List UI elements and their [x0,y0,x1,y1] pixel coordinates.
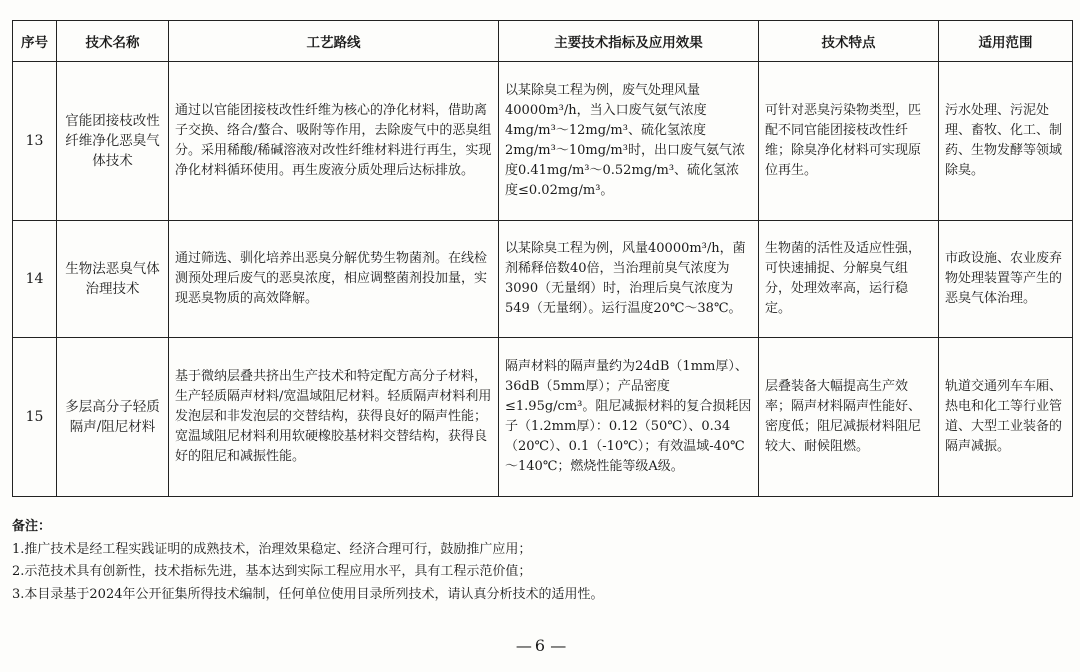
row-indicators: 隔声材料的隔声量约为24dB（1mm厚）、36dB（5mm厚）；产品密度≤1.95g/cm³。阻尼减振材料的复合损耗因子（1.2mm厚）：0.12（50℃）、0.34（20℃）、0.1（-10℃）；有效温域-40℃～140℃；燃烧性能等级A级。 [499,338,759,497]
notes-section [12,516,604,606]
table-row [13,221,1073,338]
page-number-footer [0,636,1080,655]
row-features: 生物菌的活性及适应性强，可快速捕捉、分解臭气组分，处理效率高，运行稳定。 [759,221,939,338]
table-row [13,62,1073,221]
row-route: 基于微纳层叠共挤出生产技术和特定配方高分子材料，生产轻质隔声材料/宽温域阻尼材料。轻质隔声材料利用发泡层和非发泡层的交替结构，获得良好的隔声性能；宽温域阻尼材料利用软硬橡胶基材料交替结构，获得良好的阻尼和减振性能。 [169,338,499,497]
row-scope: 市政设施、农业废弃物处理装置等产生的恶臭气体治理。 [939,221,1073,338]
row-name: 生物法恶臭气体治理技术 [57,221,169,338]
row-route: 通过以官能团接枝改性纤维为核心的净化材料，借助离子交换、络合/螯合、吸附等作用，去除废气中的恶臭组分。采用稀酸/稀碱溶液对改性纤维材料进行再生，实现净化材料循环使用。再生废液分质处理后达标排放。 [169,62,499,221]
note-item: 3.本目录基于2024年公开征集所得技术编制，任何单位使用目录所列技术，请认真分析技术的适用性。 [12,586,604,602]
header-route: 工艺路线 [169,21,499,62]
row-seq: 13 [13,62,57,221]
note-item: 1.推广技术是经工程实践证明的成熟技术，治理效果稳定、经济合理可行，鼓励推广应用； [12,541,532,557]
row-scope: 污水处理、污泥处理、畜牧、化工、制药、生物发酵等领域除臭。 [939,62,1073,221]
header-features: 技术特点 [759,21,939,62]
row-features: 层叠装备大幅提高生产效率；隔声材料隔声性能好、密度低；阻尼减振材料阻尼较大、耐候阻燃。 [759,338,939,497]
row-name: 官能团接枝改性纤维净化恶臭气体技术 [57,62,169,221]
notes-heading: 备注： [12,519,52,534]
row-features: 可针对恶臭污染物类型，匹配不同官能团接枝改性纤维；除臭净化材料可实现原位再生。 [759,62,939,221]
header-scope: 适用范围 [939,21,1073,62]
note-item: 2.示范技术具有创新性，技术指标先进，基本达到实际工程应用水平，具有工程示范价值； [12,564,532,579]
header-name: 技术名称 [57,21,169,62]
row-indicators: 以某除臭工程为例，废气处理风量40000m³/h，当入口废气氨气浓度4mg/m³～12mg/m³、硫化氢浓度2mg/m³～10mg/m³时，出口废气氨气浓度0.41mg/m³～0.52mg/m³、硫化氢浓度≤0.02mg/m³。 [499,62,759,221]
row-route: 通过筛选、驯化培养出恶臭分解优势生物菌剂。在线检测预处理后废气的恶臭浓度，相应调整菌剂投加量，实现恶臭物质的高效降解。 [169,221,499,338]
header-indicators: 主要技术指标及应用效果 [499,21,759,62]
row-name: 多层高分子轻质隔声/阻尼材料 [57,338,169,497]
page-number: 6 [534,636,546,655]
header-row [13,21,1073,62]
page-dash-left: — [515,636,530,655]
table-row [13,338,1073,497]
row-seq: 15 [13,338,57,497]
row-scope: 轨道交通列车车厢、热电和化工等行业管道、大型工业装备的隔声减振。 [939,338,1073,497]
page-dash-right: — [550,636,565,655]
row-seq: 14 [13,221,57,338]
header-seq: 序号 [13,21,57,62]
row-indicators: 以某除臭工程为例，风量40000m³/h，菌剂稀释倍数40倍，当治理前臭气浓度为3090（无量纲）时，治理后臭气浓度为549（无量纲）。运行温度20℃～38℃。 [499,221,759,338]
technology-catalog-table [12,20,1073,497]
